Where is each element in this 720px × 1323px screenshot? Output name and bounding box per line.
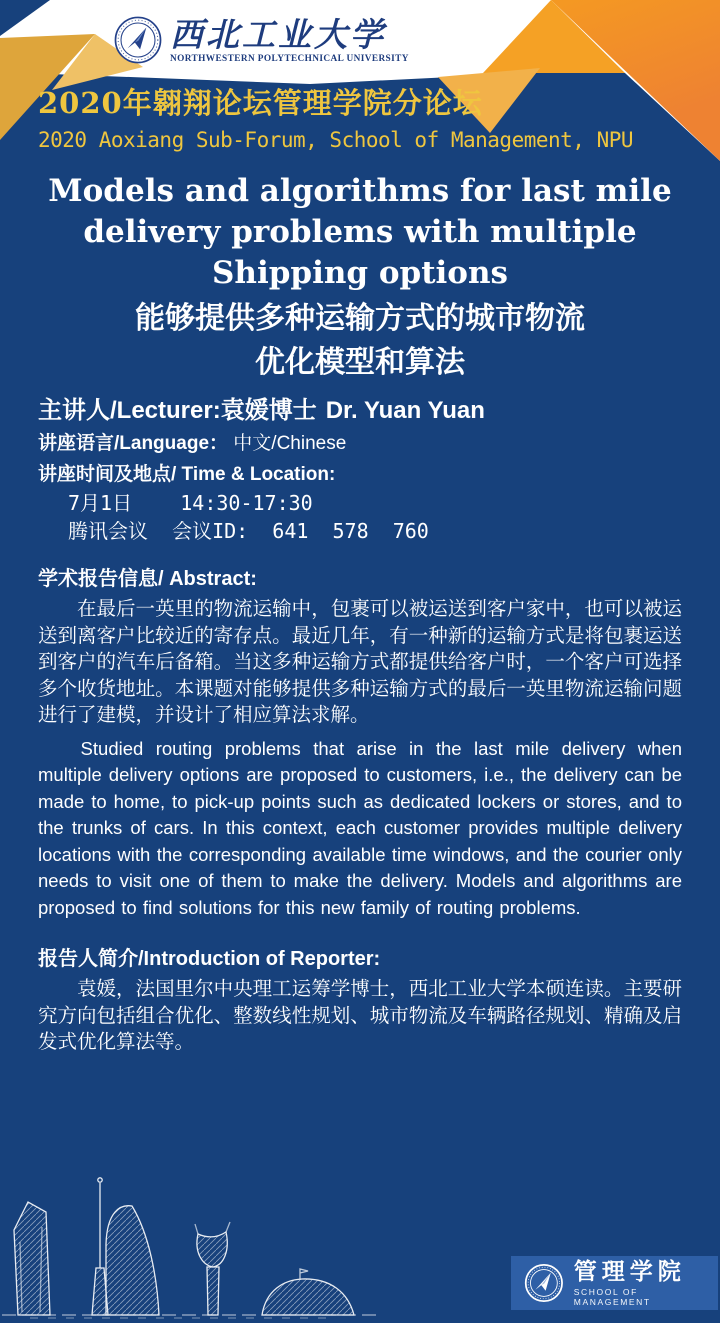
meeting-id-line: 腾讯会议 会议ID: 641 578 760 [68, 519, 429, 543]
lecture-title [0, 171, 720, 385]
lecture-title-en-line1: Models and algorithms for last mile [48, 173, 672, 209]
npu-emblem-icon [114, 16, 162, 64]
reporter-section [38, 946, 682, 1056]
forum-banner [38, 86, 633, 153]
forum-title-en: 2020 Aoxiang Sub-Forum, School of Management, NPU [38, 128, 634, 152]
lecturer-label: 主讲人/Lecturer: [38, 397, 221, 424]
school-name-en: SCHOOL OF MANAGEMENT [573, 1287, 651, 1307]
campus-sketch-drawing [0, 1172, 400, 1320]
university-name-en: NORTHWESTERN POLYTECHNICAL UNIVERSITY [170, 53, 409, 64]
lecture-title-en-line2: delivery problems with multiple [83, 214, 637, 250]
lecture-title-cn-line1: 能够提供多种运输方式的城市物流 [135, 302, 585, 335]
reporter-heading: 报告人简介/Introduction of Reporter: [38, 948, 381, 970]
lecture-title-en-line3: Shipping options [212, 255, 508, 291]
som-emblem-icon [524, 1263, 564, 1303]
lecture-title-cn-line2: 优化模型和算法 [255, 346, 465, 379]
reporter-paragraph: 袁媛，法国里尔中央理工运筹学博士，西北工业大学本硕连读。主要研究方向包括组合优化、整数线性规划、城市物流及车辆路径规划、精确及启发式优化算法等。 [38, 978, 682, 1053]
school-name-cn: 管理学院 [573, 1258, 686, 1285]
abstract-section [38, 566, 682, 921]
abstract-paragraph-cn: 在最后一英里的物流运输中，包裹可以被运送到客户家中，也可以被运送到离客户比较近的寄存点。最近几年，有一种新的运输方式是将包裹运送到客户的汽车后备箱。当这多种运输方式都提供给客户时，一个客户可选择多个收货地址。本课题对能够提供多种运输方式的最后一英里物流运输问题进行了建模，并设计了相应算法求解。 [38, 598, 682, 726]
language-value: 中文/Chinese [233, 433, 347, 454]
university-logo [114, 16, 409, 64]
lecturer-name-en: Dr. Yuan Yuan [325, 397, 485, 424]
forum-title-cn: 2020年翱翔论坛管理学院分论坛 [38, 86, 483, 120]
school-of-management-logo [511, 1256, 718, 1310]
university-name-cn: 西北工业大学 [170, 14, 386, 54]
abstract-heading: 学术报告信息/ Abstract: [38, 568, 257, 590]
time-location-label: 讲座时间及地点/ Time & Location: [38, 464, 336, 485]
lecturer-name-cn: 袁媛博士 [220, 397, 317, 424]
date-time-line: 7月1日 14:30-17:30 [68, 491, 313, 515]
lecture-details [38, 396, 682, 544]
lecturer-line [38, 396, 682, 426]
language-label: 讲座语言/Language： [38, 433, 229, 454]
abstract-paragraph-en: Studied routing problems that arise in the last mile delivery when multiple delivery options are proposed to customers, i.e., the delivery can be made to home, to pick-up points such as dedicated lockers or stores, and to the trunks of cars. In this context, each customer provides multiple delivery locations with the corresponding available time windows, and the courier only needs to visit one of them to make the delivery. Models and algorithms are proposed to find solutions for this new family of routing problems. [38, 737, 682, 918]
time-location-line [38, 461, 682, 488]
language-line [38, 430, 682, 457]
